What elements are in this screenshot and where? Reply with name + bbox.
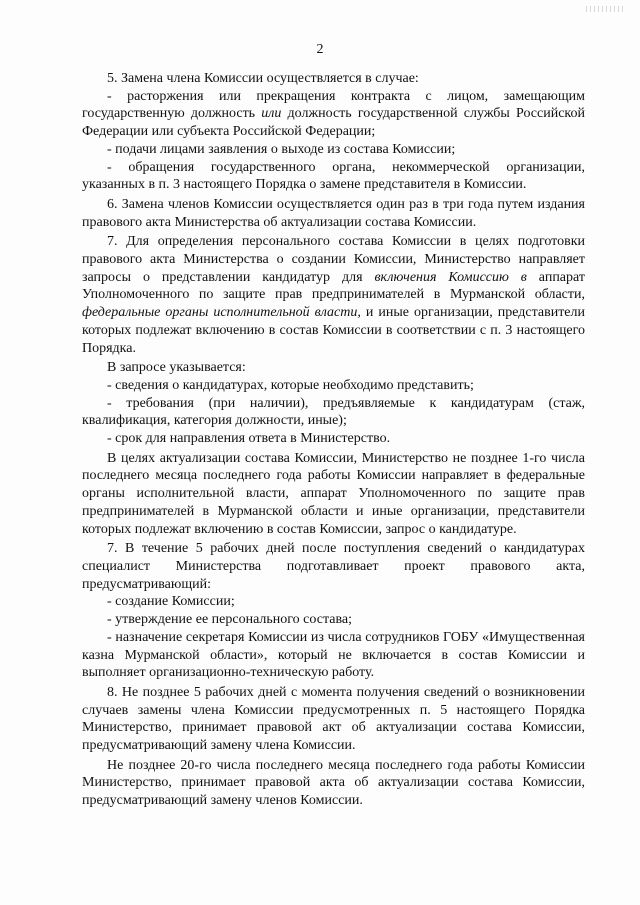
paragraph-text: и иные организации, представители которых подлежат включению в состав Комиссии в соответствии с п. 3 настоящего Порядка. xyxy=(82,305,585,356)
paragraph-text: - расторжения или прекращения контракта с лицом, замещающим государственную должность xyxy=(82,88,585,122)
paragraph-text: В целях актуализации состава Комиссии, Министерство не позднее 1-го числа последнего месяца последнего года работы Комиссии направляет в федеральные органы исполнительной власти, аппарат Уполномоченного по защите прав предпринимателей в Мурманской области и иные организации, представители которых подлежат включению в состав Комиссии, запрос о кандидатуре. xyxy=(82,450,585,537)
paragraph-text: 6. Замена членов Комиссии осуществляется один раз в три года путем издания правового акта Министерства об актуализации состава Комиссии. xyxy=(82,196,585,230)
paragraph-p7q3 xyxy=(82,430,585,448)
paragraph-p8 xyxy=(82,684,585,755)
paragraph-p7q2 xyxy=(82,395,585,430)
paragraph-p5b xyxy=(82,141,585,159)
paragraph-text: - подачи лицами заявления о выходе из состава Комиссии; xyxy=(107,141,456,157)
paragraph-text: или xyxy=(261,106,282,122)
paragraph-p6 xyxy=(82,196,585,231)
paragraph-text: В запросе указывается: xyxy=(107,360,246,376)
paragraph-text: - срок для направления ответа в Министерство. xyxy=(107,431,391,447)
paragraph-text: - сведения о кандидатурах, которые необходимо представить; xyxy=(107,377,474,393)
paragraph-p7b xyxy=(82,540,585,593)
paragraph-text: 8. Не позднее 5 рабочих дней с момента получения сведений о возникновении случаев замены члена Комиссии предусмотренных п. 5 настоящего Порядка Министерство, принимает правовой акт об актуализации состава Комиссии, предусматривающий замену члена Комиссии. xyxy=(82,684,585,754)
paragraph-text: - обращения государственного органа, некоммерческой организации, указанных в п. 3 настоящего Порядка о замене представителя в Комиссии. xyxy=(82,159,585,193)
page-number: 2 xyxy=(316,42,324,57)
paragraph-text: 7. В течение 5 рабочих дней после поступления сведений о кандидатурах специалист Министерства подготавливает проект правового акта, предусматривающий: xyxy=(82,541,585,592)
paragraph-p7b2 xyxy=(82,611,585,629)
paragraph-text: - требования (при наличии), предъявляемые к кандидатурам (стаж, квалификация, категория должности, иные); xyxy=(82,395,585,429)
paragraph-p7b3 xyxy=(82,629,585,682)
scan-artifact xyxy=(586,6,626,12)
paragraph-p7act xyxy=(82,450,585,539)
paragraph-text: федеральные органы исполнительной власти, xyxy=(82,305,361,321)
paragraph-p8b xyxy=(82,757,585,810)
paragraph-p7 xyxy=(82,233,585,357)
paragraph-p5 xyxy=(82,70,585,88)
document-body xyxy=(82,70,585,810)
paragraph-p7q1 xyxy=(82,377,585,395)
paragraph-text: - назначение секретаря Комиссии из числа сотрудников ГОБУ «Имущественная казна Мурманской области», который не включается в состав Комиссии и выполняет организационно-техническую работу. xyxy=(82,629,585,681)
paragraph-text: - создание Комиссии; xyxy=(107,594,235,610)
paragraph-p7b1 xyxy=(82,593,585,611)
paragraph-p5a xyxy=(82,88,585,141)
paragraph-text: включения Комиссию в xyxy=(374,269,527,285)
paragraph-text: Не позднее 20-го числа последнего месяца последнего года работы Комиссии Министерство, принимает правовой акта об актуализации состава Комиссии, предусматривающий замену членов Комиссии. xyxy=(82,757,585,809)
paragraph-text: должность государственной службы Российской Федерации или субъекта Российской Федерации; xyxy=(82,106,585,140)
paragraph-p5c xyxy=(82,159,585,194)
paragraph-text: - утверждение ее персонального состава; xyxy=(107,612,352,628)
paragraph-text: 5. Замена члена Комиссии осуществляется в случае: xyxy=(107,71,419,86)
paragraph-text: аппарат Уполномоченного по защите прав предпринимателей в Мурманской области, xyxy=(82,269,585,303)
paragraph-p7q xyxy=(82,359,585,377)
paragraph-text: 7. Для определения персонального состава Комиссии в целях подготовки правового акта Министерства о создании Комиссии, Министерство направляет запросы о представлении кандидатур для xyxy=(82,234,585,285)
